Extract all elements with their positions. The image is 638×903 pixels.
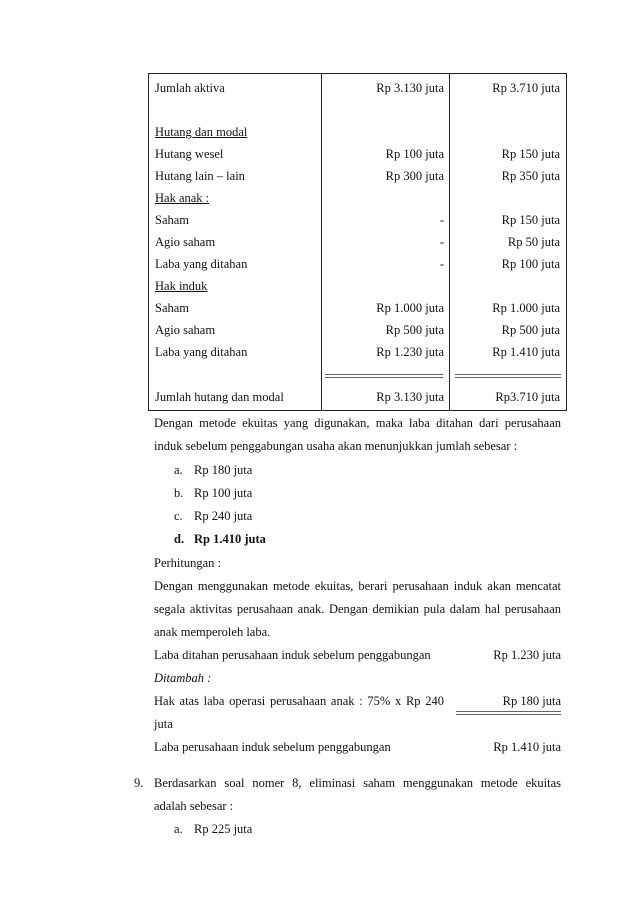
option-key: a.	[174, 463, 183, 477]
row-label: Jumlah hutang dan modal	[155, 390, 284, 404]
row-value-1: Rp 1.000 juta	[376, 301, 444, 315]
table-row	[149, 276, 566, 296]
option-a	[174, 460, 252, 480]
row-value-2: Rp 3.710 juta	[492, 81, 560, 95]
row-label: Saham	[155, 213, 190, 227]
option-key: d.	[174, 532, 185, 546]
calc-row1-label: Laba ditahan perusahaan induk sebelum penggabungan	[154, 648, 431, 662]
option-d-answer	[174, 529, 266, 549]
table-row	[149, 210, 566, 230]
row-value-2: Rp 100 juta	[501, 257, 560, 271]
calc-row2-label-cont: juta	[154, 717, 173, 731]
question9-number: 9.	[134, 776, 144, 790]
sum-rule-2	[455, 374, 561, 378]
calc-row1-value: Rp 1.230 juta	[493, 648, 561, 662]
row-label: Laba yang ditahan	[155, 257, 248, 271]
table-row	[149, 78, 566, 98]
row-value-2: Rp 150 juta	[501, 213, 560, 227]
question9-line2: adalah sebesar :	[154, 799, 234, 813]
row-label: Hutang dan modal	[155, 125, 248, 139]
row-value-2: Rp 500 juta	[501, 323, 560, 337]
table-row	[149, 254, 566, 274]
calc-row2-label: Hak atas laba operasi perusahaan anak : 75% x Rp 240	[154, 694, 444, 708]
balance-table	[148, 73, 567, 411]
question8-text-line1: Dengan metode ekuitas yang digunakan, maka laba ditahan dari perusahaan	[154, 416, 561, 430]
row-value-1: -	[439, 235, 444, 249]
row-label: Hutang lain – lain	[155, 169, 245, 183]
option-text: Rp 180 juta	[194, 463, 253, 477]
row-label: Agio saham	[155, 235, 216, 249]
calc-text-line1: Dengan menggunakan metode ekuitas, berari perusahaan induk akan mencatat	[154, 579, 561, 593]
calc-text-line2: segala aktivitas perusahaan anak. Dengan demikian pula dalam hal perusahaan	[154, 602, 561, 616]
row-label: Agio saham	[155, 323, 216, 337]
question8-text-line2: induk sebelum penggabungan usaha akan menunjukkan jumlah sebesar :	[154, 439, 518, 453]
calc-row2-value: Rp 180 juta	[502, 694, 561, 708]
row-value-1: Rp 3.130 juta	[376, 81, 444, 95]
row-value-2: Rp 350 juta	[501, 169, 560, 183]
row-value-2: Rp 50 juta	[507, 235, 560, 249]
row-value-1: Rp 1.230 juta	[376, 345, 444, 359]
row-label: Hutang wesel	[155, 147, 224, 161]
question9-option-a	[174, 819, 252, 839]
row-value-2: Rp 150 juta	[501, 147, 560, 161]
calc-title: Perhitungan :	[154, 556, 222, 570]
row-value-1: -	[439, 213, 444, 227]
option-key: b.	[174, 486, 184, 500]
table-row	[149, 166, 566, 186]
table-row-total	[149, 387, 566, 407]
row-value-1: Rp 500 juta	[385, 323, 444, 337]
option-text: Rp 225 juta	[194, 822, 253, 836]
option-text: Rp 100 juta	[194, 486, 253, 500]
row-value-2: Rp3.710 juta	[495, 390, 560, 404]
option-key: c.	[174, 509, 183, 523]
option-text: Rp 240 juta	[194, 509, 253, 523]
option-key: a.	[174, 822, 183, 836]
option-c	[174, 506, 252, 526]
table-row	[149, 320, 566, 340]
row-label: Jumlah aktiva	[155, 81, 225, 95]
table-row	[149, 144, 566, 164]
option-text: Rp 1.410 juta	[194, 532, 266, 546]
table-row	[149, 122, 566, 142]
calc-row3-value: Rp 1.410 juta	[493, 740, 561, 754]
row-value-2: Rp 1.410 juta	[492, 345, 560, 359]
row-value-2: Rp 1.000 juta	[492, 301, 560, 315]
table-row	[149, 298, 566, 318]
row-label: Saham	[155, 301, 190, 315]
calc-text-line3: anak memperoleh laba.	[154, 625, 271, 639]
row-value-1: Rp 3.130 juta	[376, 390, 444, 404]
row-label: Hak induk	[155, 279, 208, 293]
row-label: Hak anak :	[155, 191, 210, 205]
table-row	[149, 188, 566, 208]
calc-added-label: Ditambah :	[154, 671, 212, 685]
table-row	[149, 232, 566, 252]
option-b	[174, 483, 252, 503]
sum-rule-1	[325, 374, 443, 378]
table-row	[149, 342, 566, 362]
row-label: Laba yang ditahan	[155, 345, 248, 359]
question9-line1: Berdasarkan soal nomer 8, eliminasi saham menggunakan metode ekuitas	[154, 776, 561, 790]
calc-row3-label: Laba perusahaan induk sebelum penggabungan	[154, 740, 391, 754]
row-value-1: Rp 300 juta	[385, 169, 444, 183]
row-value-1: -	[439, 257, 444, 271]
calc-sum-rule	[456, 711, 561, 715]
row-value-1: Rp 100 juta	[385, 147, 444, 161]
